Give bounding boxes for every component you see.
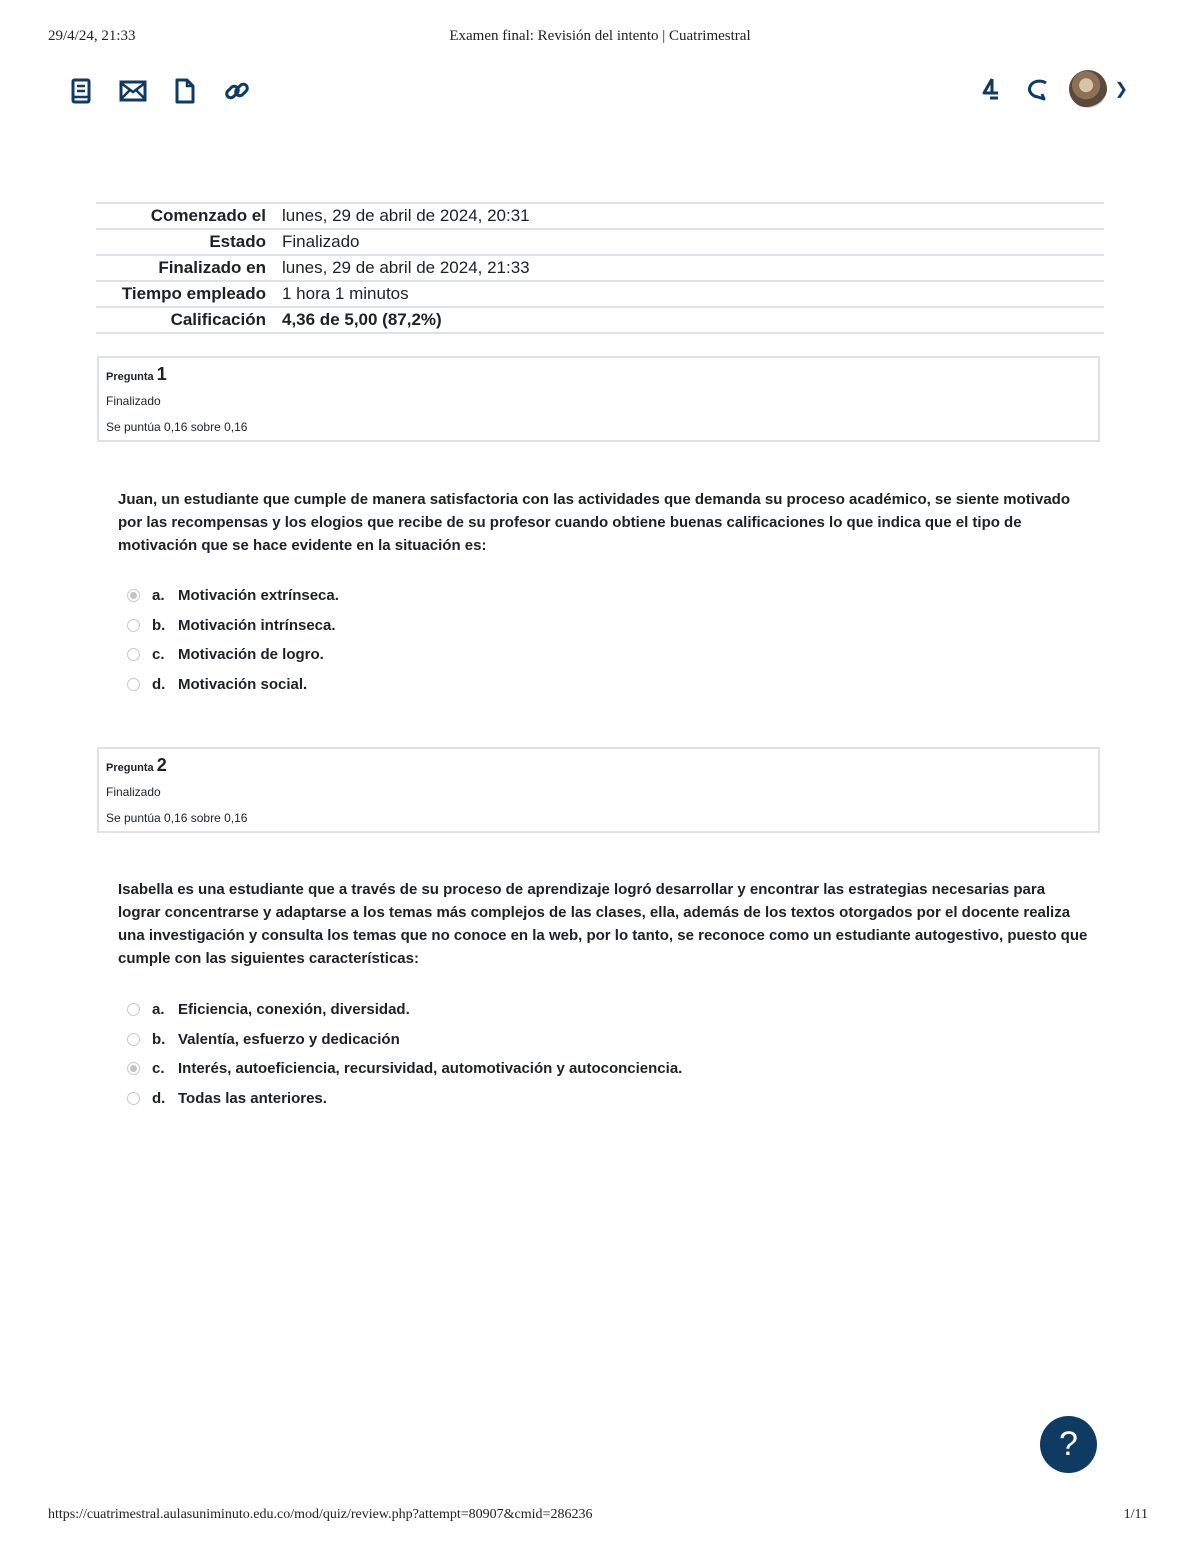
answer-option-a[interactable] — [127, 581, 339, 611]
summary-value: Finalizado — [282, 232, 360, 251]
answer-list — [127, 581, 339, 699]
answer-option-c[interactable] — [127, 1054, 682, 1084]
print-page-number: 1/11 — [1123, 1507, 1148, 1522]
radio-button[interactable] — [127, 1033, 140, 1046]
attempt-summary-table — [96, 202, 1104, 334]
summary-row-state — [96, 229, 1104, 255]
answer-letter: d. — [152, 675, 166, 693]
question-text: Juan, un estudiante que cumple de manera satisfactoria con las actividades que demanda su proceso académico, se siente motivado por las recompensas y los elogios que recibe de su profesor cuando obtiene buenas calificaciones lo que indica que el tipo de motivación que se hace evidente en la situación es: — [118, 491, 1070, 554]
answer-letter: c. — [152, 646, 165, 664]
question-grade: Se puntúa 0,16 sobre 0,16 — [106, 811, 248, 825]
radio-button[interactable] — [127, 1092, 140, 1105]
answer-letter: a. — [152, 587, 165, 605]
print-url: https://cuatrimestral.aulasuniminuto.edu.co/mod/quiz/review.php?attempt=80907&cmid=286236 — [48, 1507, 593, 1522]
answer-text: Interés, autoeficiencia, recursividad, automotivación y autoconciencia. — [178, 1060, 683, 1078]
answer-letter: d. — [152, 1089, 166, 1107]
question-state: Finalizado — [106, 394, 161, 408]
chat-icon[interactable] — [1023, 74, 1053, 104]
answer-text: Motivación de logro. — [178, 646, 324, 664]
answer-option-d[interactable] — [127, 1084, 682, 1114]
question-number-value: 2 — [156, 755, 167, 775]
answer-option-c[interactable] — [127, 640, 339, 670]
answer-text: Motivación extrínseca. — [178, 587, 339, 605]
radio-button[interactable] — [127, 619, 140, 632]
bell-icon[interactable] — [977, 74, 1007, 104]
print-datetime: 29/4/24, 21:33 — [48, 28, 136, 44]
radio-button[interactable] — [127, 648, 140, 661]
summary-row-finished — [96, 255, 1104, 281]
answer-text: Todas las anteriores. — [178, 1089, 327, 1107]
print-page-title: Examen final: Revisión del intento | Cuatrimestral — [449, 28, 751, 44]
question-text: Isabella es una estudiante que a través de su proceso de aprendizaje logró desarrollar y encontrar las estrategias necesarias para lograr concentrarse y adaptarse a los temas más complejos de las clases, ella, además de los textos otorgados por el docente realiza una investigación y consulta los temas que no conoce en la web, por lo tanto, se reconoce como un estudiante autogestivo, puesto que cumple con las siguientes características: — [118, 881, 1088, 967]
question-label: Pregunta — [106, 762, 154, 774]
question-number-value: 1 — [156, 364, 167, 384]
summary-label: Finalizado en — [158, 258, 266, 277]
summary-value: lunes, 29 de abril de 2024, 21:33 — [282, 258, 530, 277]
chevron-down-icon[interactable]: ❯ — [1114, 81, 1128, 98]
mail-icon[interactable] — [118, 76, 148, 106]
answer-letter: b. — [152, 616, 166, 634]
answer-letter: c. — [152, 1060, 165, 1078]
question-grade: Se puntúa 0,16 sobre 0,16 — [106, 420, 248, 434]
answer-text: Motivación intrínseca. — [178, 616, 336, 634]
question-label: Pregunta — [106, 371, 154, 383]
summary-label: Tiempo empleado — [121, 284, 266, 303]
radio-button[interactable] — [127, 589, 140, 602]
answer-list — [127, 995, 682, 1113]
summary-value: lunes, 29 de abril de 2024, 20:31 — [282, 206, 530, 225]
answer-text: Motivación social. — [178, 675, 308, 693]
question-info-1 — [97, 356, 1100, 442]
answer-letter: a. — [152, 1001, 165, 1019]
summary-row-time-taken — [96, 281, 1104, 307]
answer-option-d[interactable] — [127, 670, 339, 700]
answer-option-a[interactable] — [127, 995, 682, 1025]
answer-option-b[interactable] — [127, 1025, 682, 1055]
toolbar-right — [977, 70, 1128, 108]
radio-button[interactable] — [127, 1062, 140, 1075]
toolbar-left — [66, 76, 252, 106]
document-icon[interactable] — [170, 76, 200, 106]
summary-label: Estado — [209, 232, 266, 251]
link-icon[interactable] — [222, 76, 252, 106]
summary-label: Comenzado el — [150, 206, 266, 225]
summary-row-started — [96, 203, 1104, 229]
answer-text: Eficiencia, conexión, diversidad. — [178, 1001, 410, 1019]
radio-button[interactable] — [127, 1003, 140, 1016]
summary-label: Calificación — [170, 310, 266, 329]
summary-value: 4,36 de 5,00 (87,2%) — [282, 310, 442, 329]
summary-value: 1 hora 1 minutos — [282, 284, 409, 303]
question-info-2 — [97, 747, 1100, 833]
avatar[interactable] — [1069, 70, 1107, 108]
summary-row-grade — [96, 307, 1104, 333]
question-number — [106, 755, 167, 776]
help-button[interactable]: ? — [1040, 1416, 1097, 1473]
radio-button[interactable] — [127, 678, 140, 691]
question-number — [106, 364, 167, 385]
answer-option-b[interactable] — [127, 611, 339, 641]
answer-text: Valentía, esfuerzo y dedicación — [178, 1030, 400, 1048]
question-state: Finalizado — [106, 785, 161, 799]
book-icon[interactable] — [66, 76, 96, 106]
answer-letter: b. — [152, 1030, 166, 1048]
